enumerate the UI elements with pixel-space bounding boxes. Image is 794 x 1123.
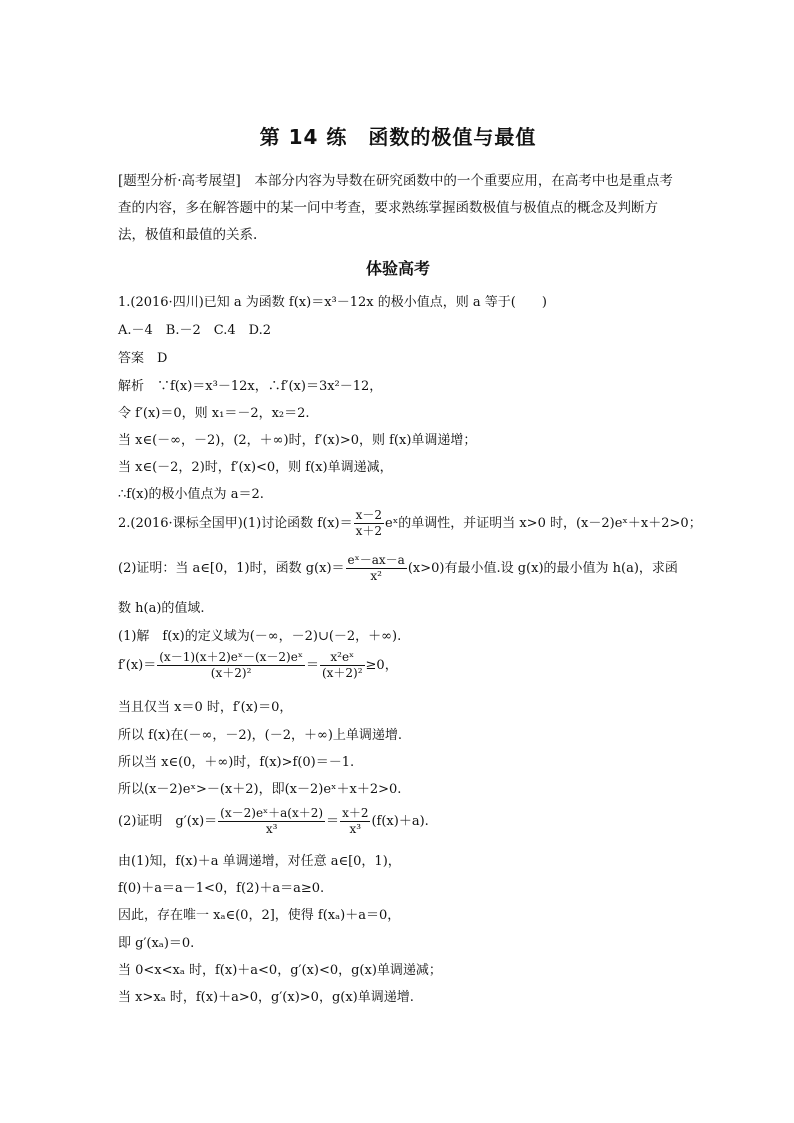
formula-text: f′(x)＝ (118, 658, 157, 673)
q2-solution-line: 当且仅当 x＝0 时，f′(x)＝0， (118, 700, 293, 715)
fraction (218, 806, 325, 837)
q2-solution-line: 因此，存在唯一 xₐ∈(0，2]，使得 f(xₐ)＋a＝0， (118, 908, 401, 923)
q2-stem-text: (2)证明：当 a∈[0，1)时，函数 g(x)＝ (118, 561, 345, 576)
q1-solution-line: 解析 ∵f(x)＝x³－12x，∴f′(x)＝3x²－12， (118, 379, 383, 394)
q1-options: A.－4 B.－2 C.4 D.2 (118, 323, 271, 338)
q2-stem-line-2 (118, 553, 678, 584)
formula-text: (f(x)＋a). (371, 814, 429, 829)
q2-derivative-line (118, 650, 398, 681)
fraction-denominator: x＋2 (355, 524, 383, 538)
q2-stem-text: (x>0)有最小值.设 g(x)的最小值为 h(a)，求函 (407, 561, 678, 576)
q2-solution-line: 由(1)知，f(x)＋a 单调递增，对任意 a∈[0，1)， (118, 854, 401, 869)
q2-solution-line: 所以(x－2)eˣ>－(x＋2)，即(x－2)eˣ＋x＋2>0. (118, 782, 402, 797)
q1-solution-line: 当 x∈(－∞，－2)，(2，＋∞)时，f′(x)>0，则 f(x)单调递增； (118, 433, 477, 448)
q1-solution-line: ∴f(x)的极小值点为 a＝2. (118, 487, 264, 502)
q2-stem-line-3: 数 h(a)的值域. (118, 601, 205, 616)
q2-stem-text: eˣ的单调性，并证明当 x>0 时，(x－2)eˣ＋x＋2>0； (385, 516, 702, 531)
fraction-denominator: x³ (265, 822, 278, 836)
fraction (157, 650, 305, 681)
fraction (320, 650, 365, 681)
q2-stem-text: 2.(2016·课标全国甲)(1)讨论函数 f(x)＝ (118, 516, 353, 531)
q1-stem: 1.(2016·四川)已知 a 为函数 f(x)＝x³－12x 的极小值点，则 a 等于( ) (118, 295, 547, 310)
fraction-numerator: (x－1)(x＋2)eˣ－(x－2)eˣ (159, 650, 303, 664)
fraction-denominator: x³ (349, 822, 362, 836)
fraction (340, 806, 370, 837)
q2-stem-line-1 (118, 508, 702, 539)
fraction-denominator: (x＋2)² (321, 666, 363, 680)
q2-solution-line: 即 g′(xₐ)＝0. (118, 936, 195, 951)
fraction (346, 553, 407, 584)
fraction-denominator: (x＋2)² (210, 666, 252, 680)
formula-text: ＝ (305, 658, 319, 673)
fraction-denominator: x² (370, 569, 382, 583)
fraction-numerator: eˣ－ax－a (347, 553, 405, 567)
q1-solution-line: 当 x∈(－2，2)时，f′(x)<0，则 f(x)单调递减， (118, 460, 393, 475)
q2-solution-line: 当 0<x<xₐ 时，f(x)＋a<0，g′(x)<0，g(x)单调递减； (118, 963, 442, 978)
q2-solution-line: (1)解 f(x)的定义域为(－∞，－2)∪(－2，＋∞). (118, 629, 402, 644)
q2-solution-line: 所以当 x∈(0，＋∞)时，f(x)>f(0)＝－1. (118, 755, 355, 770)
fraction (354, 508, 384, 539)
intro-paragraph: [题型分析·高考展望] 本部分内容为导数在研究函数中的一个重要应用，在高考中也是重点考查的内容，多在解答题中的某一问中考查，要求熟练掌握函数极值与极值点的概念及判断方法，极值和最值的关系. (118, 173, 673, 243)
fraction-numerator: x²eˣ (320, 650, 365, 666)
q2-solution-line: 所以 f(x)在(－∞，－2)，(－2，＋∞)上单调递增. (118, 728, 403, 743)
formula-text: (2)证明 g′(x)＝ (118, 814, 218, 829)
formula-text: ≥0， (365, 658, 398, 673)
q2-solution-line: f(0)＋a＝a－1<0，f(2)＋a＝a≥0. (118, 881, 325, 896)
q2-derivative-line (118, 806, 429, 837)
q2-solution-line: 当 x>xₐ 时，f(x)＋a>0，g′(x)>0，g(x)单调递增. (118, 990, 414, 1005)
formula-text: ＝ (326, 814, 340, 829)
q1-answer: 答案 D (118, 351, 168, 366)
section-title: 体验高考 (365, 259, 430, 278)
q1-solution-line: 令 f′(x)＝0，则 x₁＝－2，x₂＝2. (118, 406, 310, 421)
fraction-numerator: x＋2 (342, 806, 369, 820)
fraction-numerator: (x－2)eˣ＋a(x＋2) (220, 806, 324, 820)
fraction-numerator: x－2 (355, 508, 383, 522)
page-title: 第 14 练 函数的极值与最值 (259, 125, 537, 149)
